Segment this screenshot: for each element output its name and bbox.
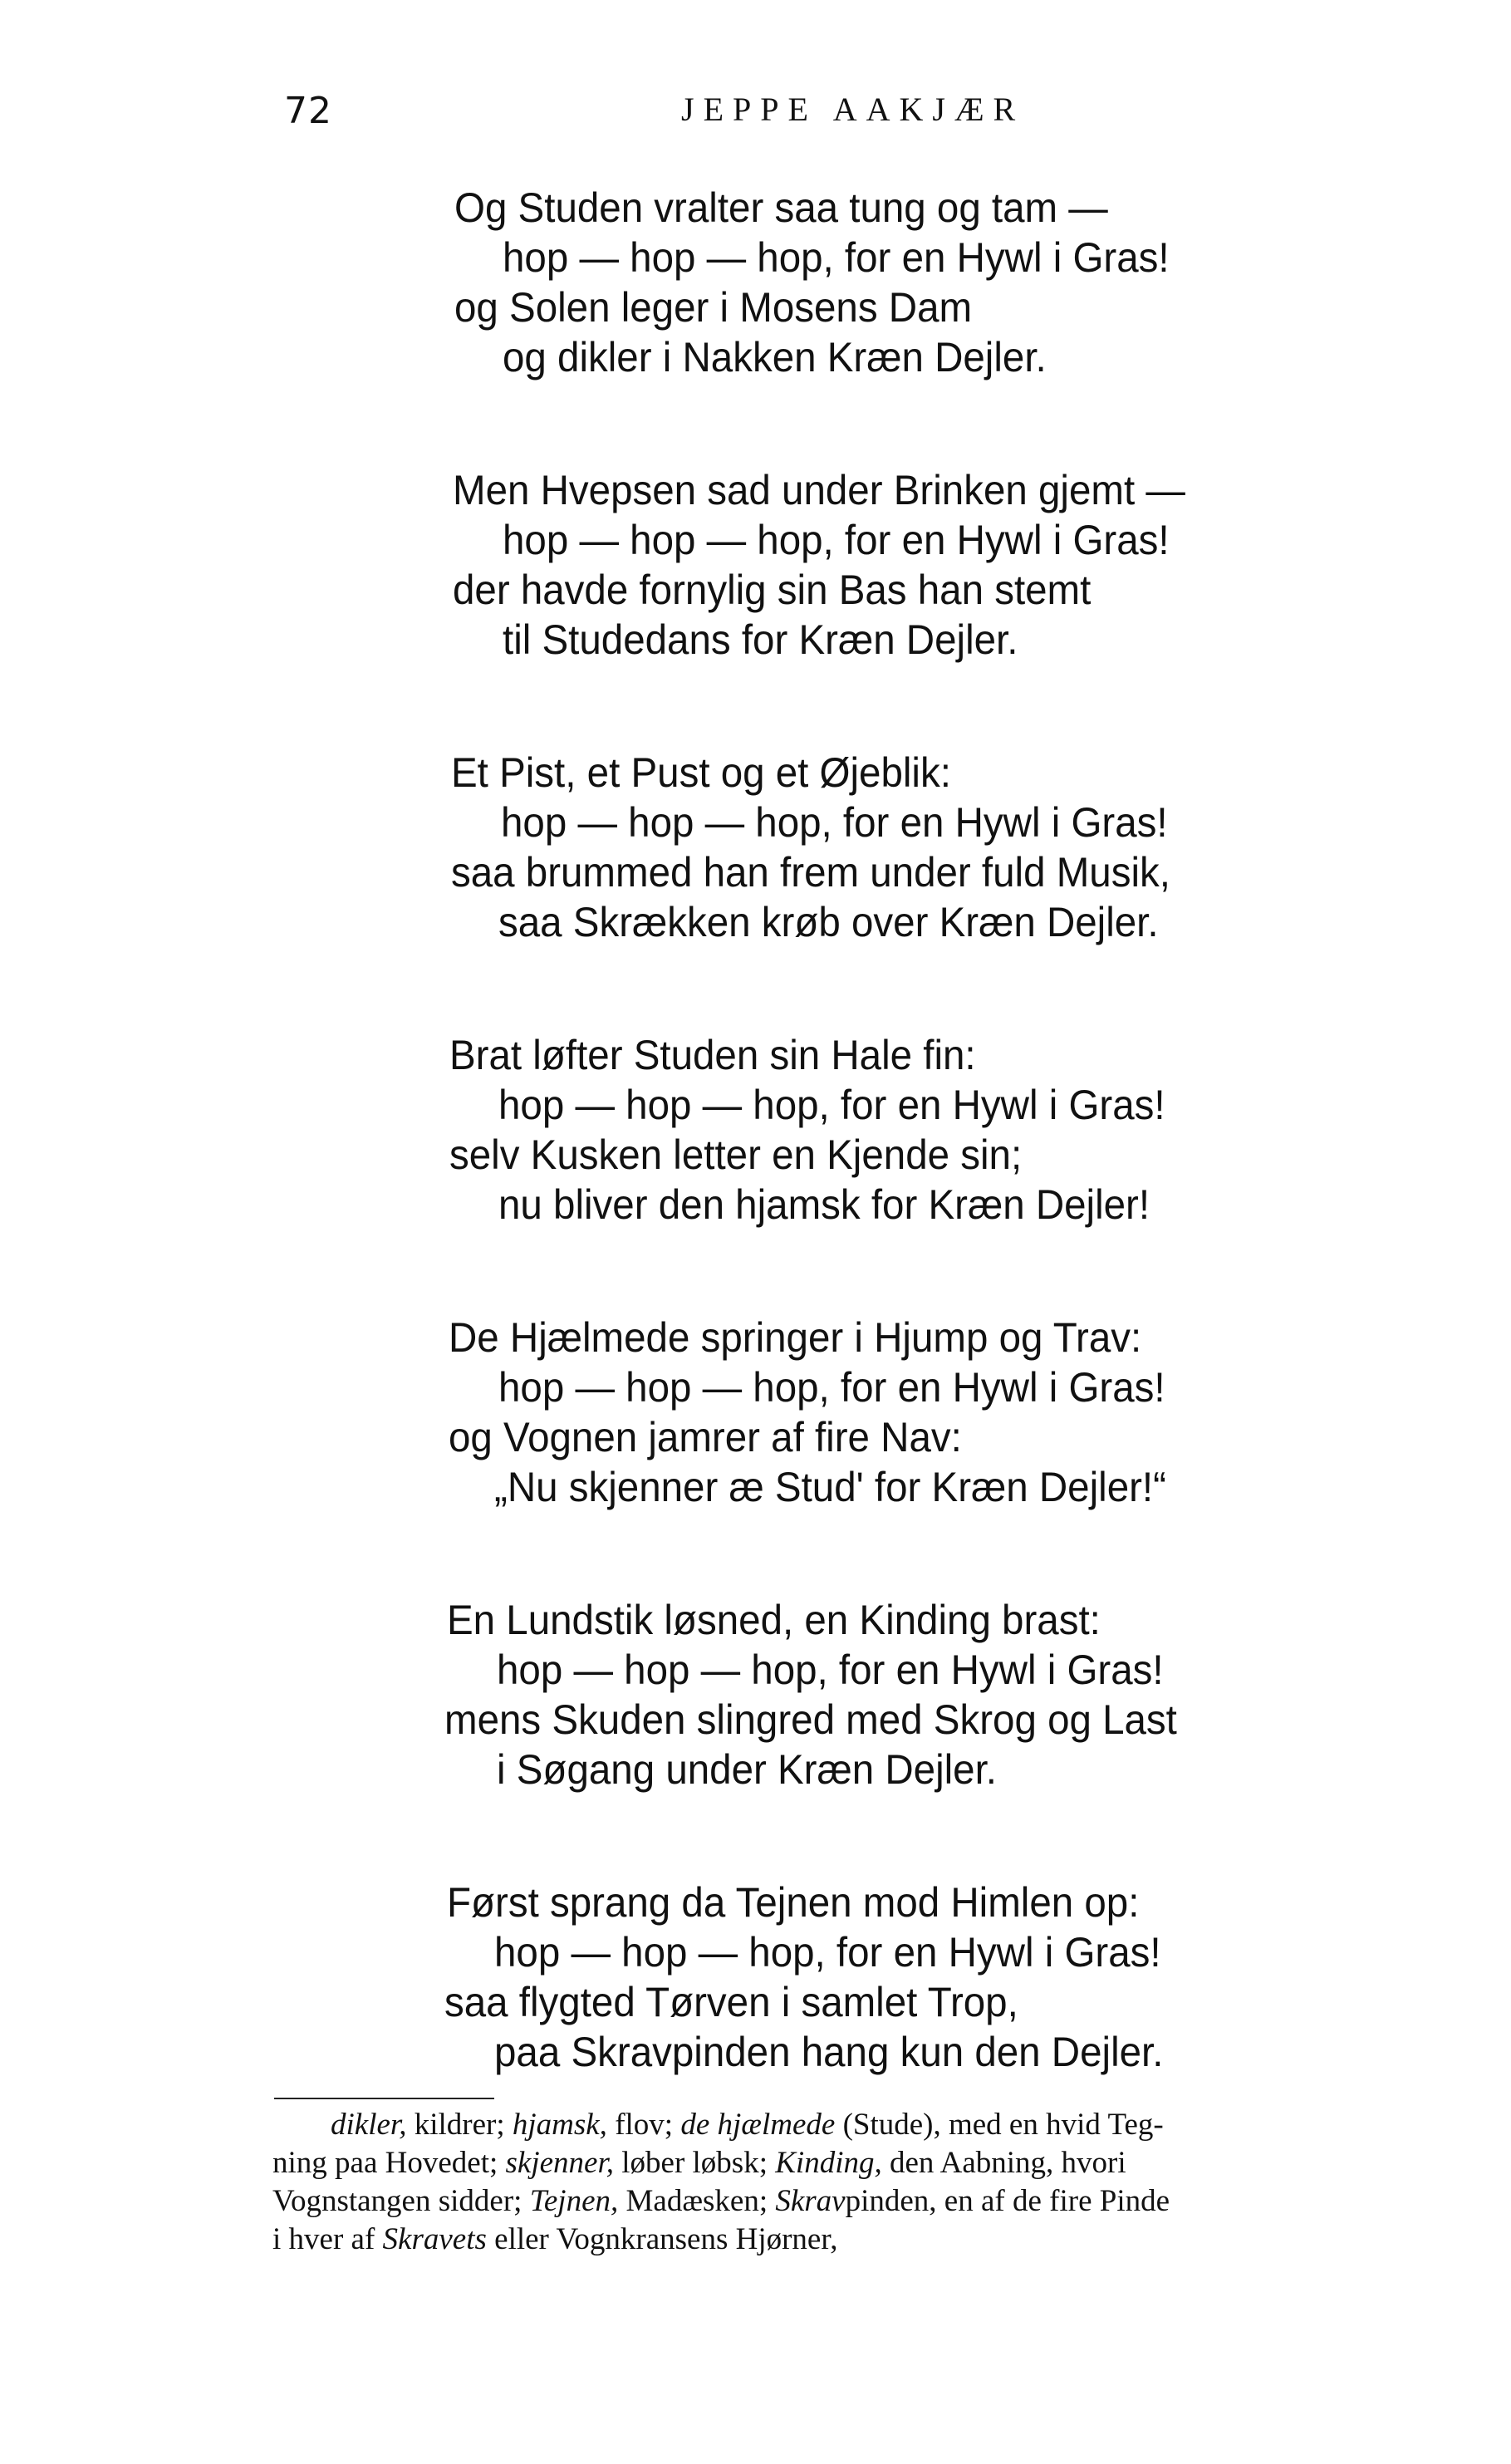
poem-line: selv Kusken letter en Kjende sin; xyxy=(449,1131,1023,1178)
poem-refrain: hop — hop — hop, for en Hywl i Gras! xyxy=(498,1082,1165,1128)
poem-refrain: hop — hop — hop, for en Hywl i Gras! xyxy=(503,234,1170,281)
footnote-text: eller Vognkransens Hjørner, xyxy=(486,2222,838,2256)
footnote-text: kildrer; xyxy=(406,2108,513,2142)
footnote-text: løber løbsk; xyxy=(614,2146,776,2180)
poem-refrain: hop — hop — hop, for en Hywl i Gras! xyxy=(494,1929,1161,1976)
poem-refrain: hop — hop — hop, for en Hywl i Gras! xyxy=(501,799,1168,846)
running-head: JEPPE AAKJÆR xyxy=(681,91,1025,128)
page-number: 72 xyxy=(284,90,332,132)
footnote-divider xyxy=(274,2098,494,2099)
poem-line: der havde fornylig sin Bas han stemt xyxy=(453,567,1092,613)
poem-line: Og Studen vralter saa tung og tam — xyxy=(454,184,1108,231)
poem-line: Først sprang da Tejnen mod Himlen op: xyxy=(447,1879,1140,1926)
poem-line: saa brummed han frem under fuld Musik, xyxy=(451,849,1170,896)
poem-line: saa flygted Tørven i samlet Trop, xyxy=(444,1979,1018,2025)
footnote-line xyxy=(272,2144,1477,2182)
footnote-term: Skravets xyxy=(382,2222,487,2256)
poem-line: De Hjælmede springer i Hjump og Trav: xyxy=(449,1314,1142,1361)
poem-line: til Studedans for Kræn Dejler. xyxy=(503,616,1018,663)
footnote-text: Vognstangen sidder; xyxy=(272,2184,530,2218)
footnote-text: (Stude), med en hvid Teg- xyxy=(835,2108,1164,2142)
footnote-term: Kinding, xyxy=(775,2146,882,2180)
poem-line: og Solen leger i Mosens Dam xyxy=(454,284,973,331)
poem-line: og Vognen jamrer af fire Nav: xyxy=(449,1414,962,1460)
poem-line: Men Hvepsen sad under Brinken gjemt — xyxy=(453,467,1185,513)
poem-line: Et Pist, et Pust og et Øjeblik: xyxy=(451,749,951,796)
footnote-text: ning paa Hovedet; xyxy=(272,2146,506,2180)
poem-line: nu bliver den hjamsk for Kræn Dejler! xyxy=(498,1181,1150,1228)
footnote-term: de hjælmede xyxy=(680,2108,836,2142)
poem-refrain: hop — hop — hop, for en Hywl i Gras! xyxy=(503,517,1170,563)
poem-line: Brat løfter Studen sin Hale fin: xyxy=(449,1032,976,1078)
footnotes xyxy=(272,2106,1477,2259)
poem-line: mens Skuden slingred med Skrog og Last xyxy=(444,1696,1177,1743)
footnote-term: dikler, xyxy=(331,2108,407,2142)
footnote-term: Tejnen, xyxy=(529,2184,619,2218)
footnote-term: Skrav xyxy=(775,2184,846,2218)
poem-line: saa Skrækken krøb over Kræn Dejler. xyxy=(498,899,1159,945)
footnote-line xyxy=(272,2106,1477,2144)
footnote-line xyxy=(272,2182,1477,2221)
footnote-text: flov; xyxy=(606,2108,681,2142)
footnote-term: hjamsk, xyxy=(512,2108,607,2142)
footnote-text: i hver af xyxy=(272,2222,383,2256)
footnote-line xyxy=(272,2221,1477,2259)
poem-line: En Lundstik løsned, en Kinding brast: xyxy=(447,1597,1101,1643)
footnote-term: skjenner, xyxy=(505,2146,614,2180)
poem-refrain: hop — hop — hop, for en Hywl i Gras! xyxy=(497,1647,1164,1693)
poem-line: „Nu skjenner æ Stud' for Kræn Dejler!“ xyxy=(494,1464,1166,1510)
poem-refrain: hop — hop — hop, for en Hywl i Gras! xyxy=(498,1364,1165,1411)
poem-line: paa Skravpinden hang kun den Dejler. xyxy=(494,2029,1164,2075)
footnote-text: pinden, en af de fire Pinde xyxy=(845,2184,1170,2218)
poem-line: i Søgang under Kræn Dejler. xyxy=(497,1746,997,1793)
footnote-text: Madæsken; xyxy=(618,2184,776,2218)
footnote-text: den Aabning, hvori xyxy=(881,2146,1126,2180)
poem-line: og dikler i Nakken Kræn Dejler. xyxy=(503,334,1047,380)
